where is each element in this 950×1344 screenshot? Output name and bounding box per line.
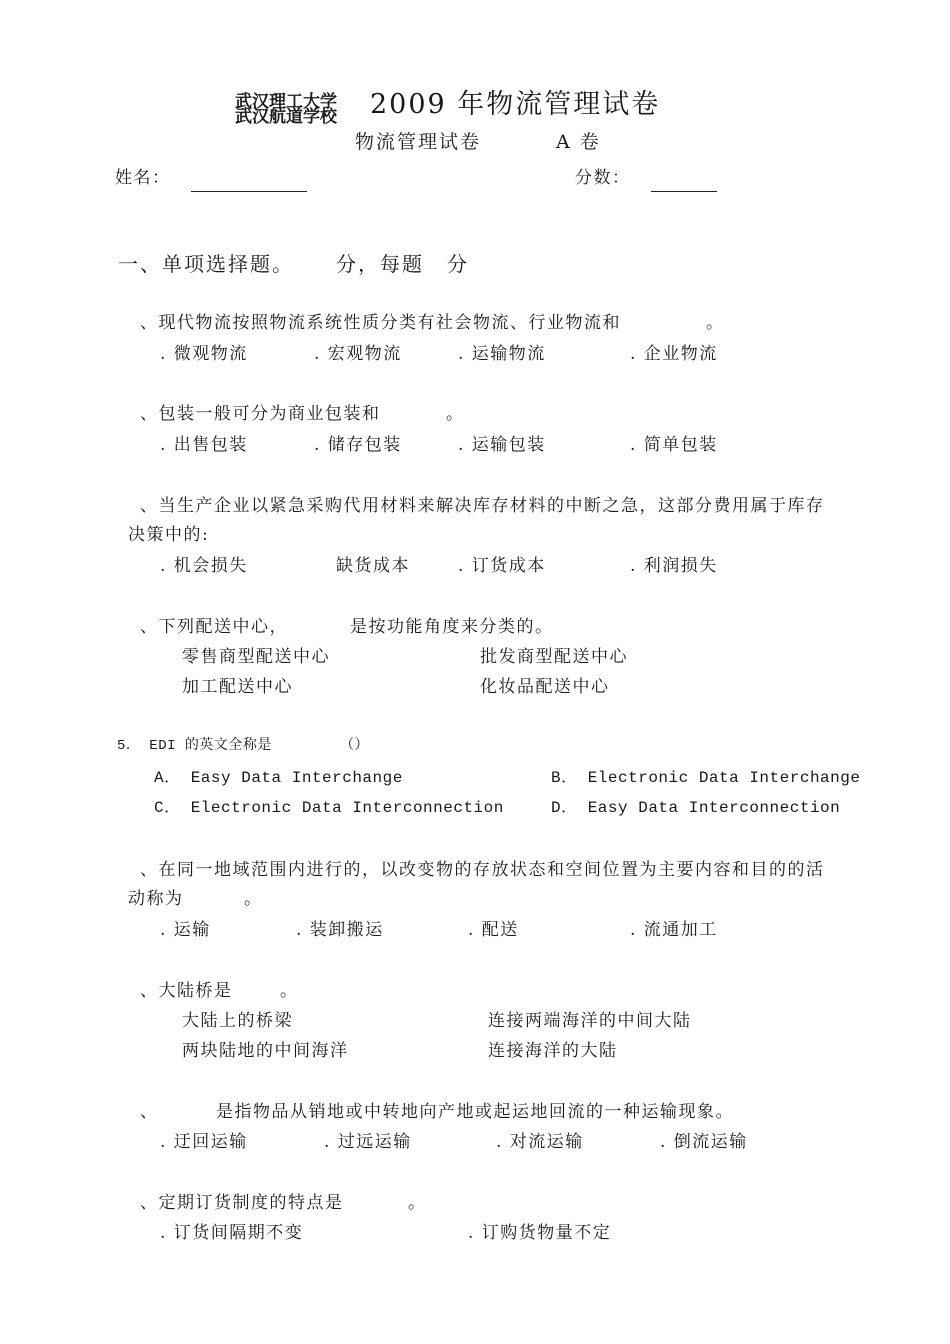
- score-label: 分数：: [575, 168, 631, 188]
- q9-end: 。: [408, 1193, 427, 1213]
- q7-end: 。: [280, 981, 299, 1001]
- q9-option-a[interactable]: . 订货间隔期不变: [160, 1223, 304, 1243]
- q2-end: 。: [446, 404, 465, 424]
- q6-stem-cont: 动称为: [128, 889, 184, 909]
- q1-stem: 、现代物流按照物流系统性质分类有社会物流、行业物流和: [140, 313, 621, 333]
- q4-stem-tail: 是按功能角度来分类的。: [350, 617, 554, 637]
- q5-option-a[interactable]: A． Easy Data Interchange: [154, 769, 403, 787]
- q3-stem-cont: 决策中的:: [128, 525, 210, 545]
- q7-option-d[interactable]: 连接海洋的大陆: [488, 1041, 618, 1061]
- q2-option-b[interactable]: . 储存包装: [314, 435, 402, 455]
- q3-option-a[interactable]: . 机会损失: [160, 556, 248, 576]
- q2-option-d[interactable]: . 简单包装: [630, 435, 718, 455]
- q8-option-d[interactable]: . 倒流运输: [660, 1132, 748, 1152]
- name-blank[interactable]: [191, 191, 307, 192]
- q6-option-b[interactable]: . 装卸搬运: [296, 920, 384, 940]
- q5-end: （）: [340, 738, 369, 754]
- q7-option-b[interactable]: 连接两端海洋的中间大陆: [488, 1011, 692, 1031]
- q8-option-b[interactable]: . 过远运输: [324, 1132, 412, 1152]
- q6-end: 。: [244, 889, 263, 909]
- q4-option-b[interactable]: 批发商型配送中心: [480, 647, 628, 667]
- school-logo-line2: 武汉航道学校: [235, 107, 337, 127]
- name-label: 姓名：: [115, 168, 171, 188]
- q7-stem: 、大陆桥是: [140, 981, 233, 1001]
- q3-option-d[interactable]: . 利润损失: [630, 556, 718, 576]
- q4-option-c[interactable]: 加工配送中心: [182, 677, 293, 697]
- score-blank[interactable]: [651, 191, 717, 192]
- q2-option-c[interactable]: . 运输包装: [458, 435, 546, 455]
- q3-option-c[interactable]: . 订货成本: [458, 556, 546, 576]
- q4-stem: 、下列配送中心，: [140, 617, 288, 637]
- q4-option-a[interactable]: 零售商型配送中心: [182, 647, 330, 667]
- q1-option-d[interactable]: . 企业物流: [630, 344, 718, 364]
- q7-option-a[interactable]: 大陆上的桥梁: [182, 1011, 293, 1031]
- paper-version: A 卷: [556, 131, 601, 153]
- q6-option-a[interactable]: . 运输: [160, 920, 211, 940]
- exam-title: 2009 年物流管理试卷: [370, 89, 661, 120]
- q2-stem: 、包装一般可分为商业包装和: [140, 404, 381, 424]
- q6-option-c[interactable]: . 配送: [468, 920, 519, 940]
- q2-option-a[interactable]: . 出售包装: [160, 435, 248, 455]
- q7-option-c[interactable]: 两块陆地的中间海洋: [182, 1041, 349, 1061]
- q3-option-b[interactable]: 缺货成本: [336, 556, 410, 576]
- exam-subtitle: 物流管理试卷: [355, 131, 482, 153]
- q4-option-d[interactable]: 化妆品配送中心: [480, 677, 610, 697]
- q6-stem: 、在同一地域范围内进行的，以改变物的存放状态和空间位置为主要内容和目的的活: [140, 860, 825, 880]
- q3-stem: 、当生产企业以紧急采购代用材料来解决库存材料的中断之急，这部分费用属于库存: [140, 496, 825, 516]
- q5-option-b[interactable]: B． Electronic Data Interchange: [551, 769, 861, 787]
- q5-option-c[interactable]: C． Electronic Data Interconnection: [154, 799, 504, 817]
- q8-stem: 、: [140, 1102, 159, 1122]
- q9-stem: 、定期订货制度的特点是: [140, 1193, 344, 1213]
- q8-option-a[interactable]: . 迂回运输: [160, 1132, 248, 1152]
- q6-option-d[interactable]: . 流通加工: [630, 920, 718, 940]
- section-title: 一、单项选择题。: [118, 252, 294, 276]
- q5-option-d[interactable]: D． Easy Data Interconnection: [551, 799, 841, 817]
- q1-option-a[interactable]: . 微观物流: [160, 344, 248, 364]
- school-logo-line1: 武汉理工大学: [235, 92, 337, 112]
- q9-option-b[interactable]: . 订购货物量不定: [468, 1223, 612, 1243]
- q1-end: 。: [706, 313, 725, 333]
- q1-option-b[interactable]: . 宏观物流: [314, 344, 402, 364]
- q5-stem: 5． EDI 的英文全称是: [117, 738, 272, 754]
- q1-option-c[interactable]: . 运输物流: [458, 344, 546, 364]
- q8-option-c[interactable]: . 对流运输: [496, 1132, 584, 1152]
- section-points: 分，每题: [336, 252, 424, 276]
- section-points-unit: 分: [447, 252, 469, 276]
- q8-stem-tail: 是指物品从销地或中转地向产地或起运地回流的一种运输现象。: [216, 1102, 734, 1122]
